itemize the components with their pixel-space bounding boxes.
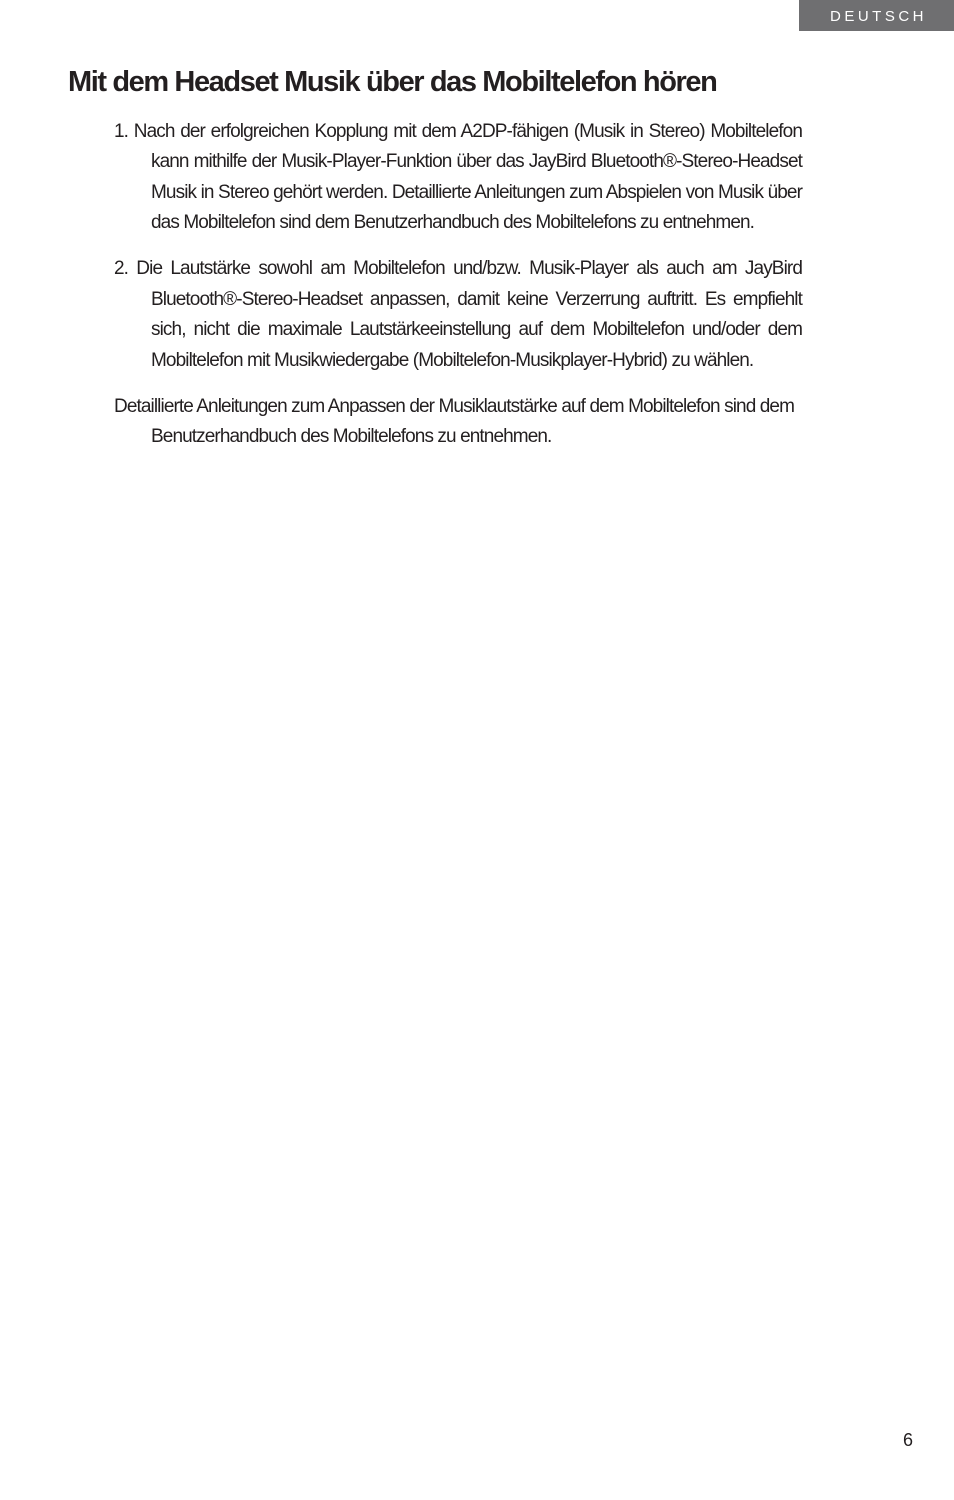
instruction-step-1: 1. Nach der erfolgreichen Kopplung mit dem A2DP-fähigen (Musik in Stereo) Mobiltelefon kann mithilfe der Musik-Player-Funktion über das JayBird Bluetooth®-Stereo-Headset Musik in Stereo gehört werden. Detaillierte Anleitungen zum Abspielen von Musik über das Mobiltelefon sind dem Benutzerhandbuch des Mobiltelefons zu entnehmen. — [114, 121, 802, 234]
page-number: 6 — [903, 1430, 914, 1450]
instruction-step-2: 2. Die Lautstärke sowohl am Mobiltelefon und/bzw. Musik-Player als auch am JayBird Bluetooth®-Stereo-Headset anpassen, damit keine Verzerrung auftritt. Es empfiehlt sich, nicht die maximale Lautstärkeeinstellung auf dem Mobiltelefon und/oder dem Mobiltelefon mit Musikwiedergabe (Mobiltelefon-Musikplayer-Hybrid) zu wählen. — [114, 258, 802, 371]
language-tab: DEUTSCH — [799, 0, 954, 31]
section-heading: Mit dem Headset Musik über das Mobiltelefon hören — [68, 66, 717, 98]
section-body — [114, 117, 802, 468]
instruction-note: Detaillierte Anleitungen zum Anpassen der Musiklautstärke auf dem Mobiltelefon sind dem Benutzerhandbuch des Mobiltelefons zu entnehmen. — [114, 395, 795, 448]
